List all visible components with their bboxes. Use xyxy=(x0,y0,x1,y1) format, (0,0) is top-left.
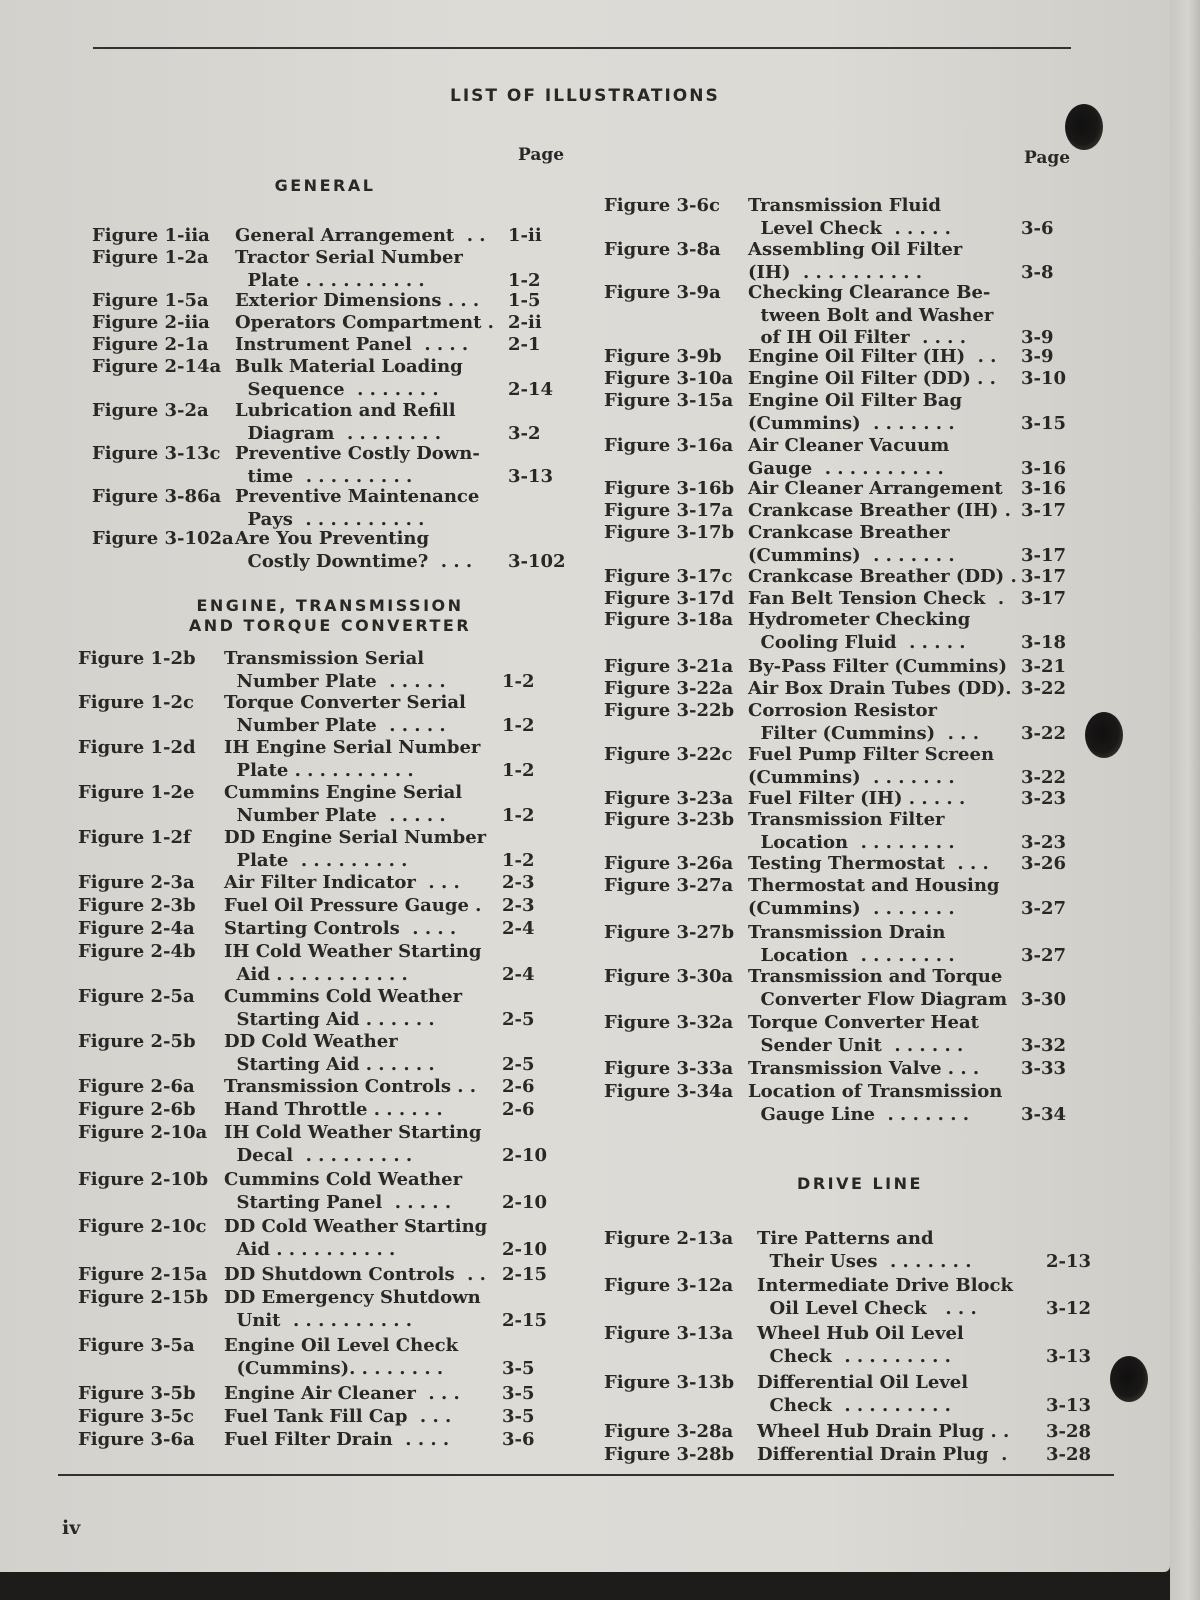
page-reference: 1-2 xyxy=(502,759,535,781)
page-reference: 3-15 xyxy=(1021,412,1067,434)
figure-number: Figure 3-34a xyxy=(604,1081,734,1102)
section-heading-engine-line1: ENGINE, TRANSMISSION xyxy=(196,596,464,615)
figure-title: Check . . . . . . . . . xyxy=(757,1394,951,1416)
punch-hole xyxy=(1110,1356,1148,1402)
figure-title: Starting Aid . . . . . . xyxy=(224,1053,435,1075)
figure-title: Transmission Filter xyxy=(748,809,945,830)
page-reference: 3-13 xyxy=(1046,1394,1092,1416)
page-reference: 2-3 xyxy=(502,872,535,893)
page-reference: 3-18 xyxy=(1021,631,1067,653)
page-reference: 3-16 xyxy=(1021,457,1067,479)
page-title: LIST OF ILLUSTRATIONS xyxy=(450,86,720,106)
punch-hole xyxy=(1085,712,1123,758)
figure-title: tween Bolt and Washer xyxy=(748,304,994,326)
page-reference: 3-5 xyxy=(502,1406,535,1427)
figure-title: IH Cold Weather Starting xyxy=(224,941,482,962)
figure-title: Engine Oil Level Check xyxy=(224,1335,459,1356)
figure-title: Costly Downtime? . . . xyxy=(235,550,473,572)
figure-title: (Cummins) . . . . . . . xyxy=(748,412,955,434)
figure-number: Figure 1-2a xyxy=(92,247,209,268)
figure-number: Figure 3-30a xyxy=(604,966,734,987)
figure-title: Checking Clearance Be- xyxy=(748,282,991,303)
figure-number: Figure 3-6c xyxy=(604,195,720,216)
page-reference: 3-17 xyxy=(1021,588,1067,609)
page-reference: 3-32 xyxy=(1021,1034,1067,1056)
figure-number: Figure 3-5b xyxy=(78,1383,196,1404)
figure-title: Location of Transmission xyxy=(748,1081,1003,1102)
figure-title: (Cummins) . . . . . . . xyxy=(748,766,955,788)
figure-title: Instrument Panel . . . . xyxy=(235,334,469,355)
page-reference: 3-5 xyxy=(502,1357,535,1379)
figure-title: Bulk Material Loading xyxy=(235,356,463,377)
page-reference: 3-33 xyxy=(1021,1058,1067,1079)
figure-number: Figure 3-2a xyxy=(92,400,209,421)
page-reference: 3-2 xyxy=(508,422,541,444)
page-reference: 3-23 xyxy=(1021,788,1067,809)
figure-number: Figure 3-17d xyxy=(604,588,735,609)
page-reference: 3-17 xyxy=(1021,500,1067,521)
figure-title: Diagram . . . . . . . . xyxy=(235,422,441,444)
figure-title: Operators Compartment . xyxy=(235,312,494,333)
figure-number: Figure 3-27b xyxy=(604,922,735,943)
figure-title: Location . . . . . . . . xyxy=(748,944,955,966)
page-reference: 2-13 xyxy=(1046,1250,1092,1272)
page-reference: 3-10 xyxy=(1021,368,1067,389)
figure-title: Filter (Cummins) . . . xyxy=(748,722,979,744)
figure-title: DD Emergency Shutdown xyxy=(224,1287,481,1308)
figure-number: Figure 3-23a xyxy=(604,788,734,809)
figure-title: Sequence . . . . . . . xyxy=(235,378,439,400)
figure-title: IH Cold Weather Starting xyxy=(224,1122,482,1143)
figure-number: Figure 3-15a xyxy=(604,390,734,411)
figure-title: Wheel Hub Oil Level xyxy=(757,1323,964,1344)
page-reference: 2-4 xyxy=(502,918,535,939)
figure-title: Decal . . . . . . . . . xyxy=(224,1144,413,1166)
figure-title: Cummins Cold Weather xyxy=(224,986,463,1007)
page-reference: 3-17 xyxy=(1021,566,1067,587)
figure-number: Figure 2-1a xyxy=(92,334,209,355)
figure-title: Hand Throttle . . . . . . xyxy=(224,1099,443,1120)
figure-number: Figure 3-21a xyxy=(604,656,734,677)
figure-number: Figure 2-4b xyxy=(78,941,196,962)
figure-number: Figure 2-10b xyxy=(78,1169,209,1190)
figure-title: Tractor Serial Number xyxy=(235,247,463,268)
figure-title: (Cummins). . . . . . . . xyxy=(224,1357,444,1379)
figure-number: Figure 3-9a xyxy=(604,282,721,303)
figure-title: DD Shutdown Controls . . xyxy=(224,1264,486,1285)
figure-title: DD Cold Weather Starting xyxy=(224,1216,488,1237)
figure-title: Crankcase Breather (IH) . xyxy=(748,500,1011,521)
figure-number: Figure 3-16b xyxy=(604,478,735,499)
page-reference: 3-34 xyxy=(1021,1103,1067,1125)
figure-title: Fuel Oil Pressure Gauge . xyxy=(224,895,482,916)
figure-title: DD Cold Weather xyxy=(224,1031,398,1052)
figure-title: Fuel Tank Fill Cap . . . xyxy=(224,1406,452,1427)
page-reference: 3-13 xyxy=(1046,1345,1092,1367)
figure-title: Cummins Cold Weather xyxy=(224,1169,463,1190)
figure-title: DD Engine Serial Number xyxy=(224,827,487,848)
figure-title: Gauge . . . . . . . . . . xyxy=(748,457,944,479)
figure-title: Oil Level Check . . . xyxy=(757,1297,977,1319)
figure-title: Plate . . . . . . . . . . xyxy=(235,269,425,291)
figure-title: Fan Belt Tension Check . xyxy=(748,588,1005,609)
figure-title: Transmission Drain xyxy=(748,922,946,943)
page-reference: 2-6 xyxy=(502,1099,535,1120)
figure-title: Their Uses . . . . . . . xyxy=(757,1250,972,1272)
page-reference: 3-27 xyxy=(1021,897,1067,919)
figure-title: Air Filter Indicator . . . xyxy=(224,872,460,893)
figure-title: Air Cleaner Vacuum xyxy=(748,435,950,456)
figure-title: Torque Converter Heat xyxy=(748,1012,979,1033)
page-reference: 1-2 xyxy=(502,849,535,871)
figure-title: Level Check . . . . . xyxy=(748,217,951,239)
page-reference: 3-26 xyxy=(1021,853,1067,874)
figure-title: IH Engine Serial Number xyxy=(224,737,481,758)
page-reference: 2-3 xyxy=(502,895,535,916)
figure-number: Figure 3-33a xyxy=(604,1058,734,1079)
figure-number: Figure 3-5a xyxy=(78,1335,195,1356)
figure-number: Figure 3-17c xyxy=(604,566,733,587)
figure-title: General Arrangement . . xyxy=(235,225,486,246)
page-reference: 3-9 xyxy=(1021,346,1054,367)
figure-title: Crankcase Breather xyxy=(748,522,950,543)
page-reference: 3-28 xyxy=(1046,1421,1092,1442)
figure-number: Figure 2-6a xyxy=(78,1076,195,1097)
page-reference: 3-8 xyxy=(1021,261,1054,283)
figure-title: Engine Oil Filter (IH) . . xyxy=(748,346,997,367)
figure-title: Engine Oil Filter (DD) . . xyxy=(748,368,996,389)
figure-number: Figure 2-6b xyxy=(78,1099,196,1120)
page-reference: 2-10 xyxy=(502,1238,548,1260)
page-reference: 2-ii xyxy=(508,312,542,333)
figure-number: Figure 2-5b xyxy=(78,1031,196,1052)
section-heading-general: GENERAL xyxy=(274,176,376,195)
figure-title: Engine Air Cleaner . . . xyxy=(224,1383,460,1404)
figure-number: Figure 3-6a xyxy=(78,1429,195,1450)
figure-title: Number Plate . . . . . xyxy=(224,714,446,736)
page-reference: 2-14 xyxy=(508,378,554,400)
figure-number: Figure 2-15a xyxy=(78,1264,208,1285)
figure-number: Figure 3-22a xyxy=(604,678,734,699)
figure-number: Figure 1-2d xyxy=(78,737,196,758)
figure-title: Intermediate Drive Block xyxy=(757,1275,1013,1296)
figure-title: Fuel Filter Drain . . . . xyxy=(224,1429,450,1450)
figure-number: Figure 3-28b xyxy=(604,1444,735,1465)
figure-title: Starting Controls . . . . xyxy=(224,918,457,939)
figure-title: Crankcase Breather (DD) . xyxy=(748,566,1017,587)
page-reference: 3-12 xyxy=(1046,1297,1092,1319)
figure-title: Corrosion Resistor xyxy=(748,700,937,721)
page-reference: 2-10 xyxy=(502,1191,548,1213)
figure-number: Figure 3-86a xyxy=(92,486,222,507)
figure-number: Figure 3-27a xyxy=(604,875,734,896)
figure-number: Figure 2-4a xyxy=(78,918,195,939)
figure-title: Location . . . . . . . . xyxy=(748,831,955,853)
figure-title: Differential Oil Level xyxy=(757,1372,969,1393)
figure-title: Number Plate . . . . . xyxy=(224,804,446,826)
page-reference: 2-10 xyxy=(502,1144,548,1166)
figure-number: Figure 2-10a xyxy=(78,1122,208,1143)
figure-title: Engine Oil Filter Bag xyxy=(748,390,963,411)
figure-title: Cooling Fluid . . . . . xyxy=(748,631,966,653)
page-reference: 3-21 xyxy=(1021,656,1067,677)
figure-title: Gauge Line . . . . . . . xyxy=(748,1103,969,1125)
page-reference: 1-ii xyxy=(508,225,542,246)
figure-number: Figure 3-13b xyxy=(604,1372,735,1393)
figure-title: Fuel Filter (IH) . . . . . xyxy=(748,788,966,809)
page-reference: 1-2 xyxy=(502,714,535,736)
figure-number: Figure 2-14a xyxy=(92,356,222,377)
figure-number: Figure 3-16a xyxy=(604,435,734,456)
figure-title: (Cummins) . . . . . . . xyxy=(748,544,955,566)
page-reference: 3-102 xyxy=(508,550,566,572)
figure-title: Starting Aid . . . . . . xyxy=(224,1008,435,1030)
page-reference: 3-22 xyxy=(1021,766,1067,788)
page-reference: 3-16 xyxy=(1021,478,1067,499)
figure-title: Differential Drain Plug . xyxy=(757,1444,1008,1465)
figure-number: Figure 3-17a xyxy=(604,500,734,521)
figure-title: Preventive Maintenance xyxy=(235,486,480,507)
figure-number: Figure 3-32a xyxy=(604,1012,734,1033)
figure-title: Hydrometer Checking xyxy=(748,609,971,630)
figure-title: Sender Unit . . . . . . xyxy=(748,1034,964,1056)
section-heading-engine-line2: AND TORQUE CONVERTER xyxy=(188,616,472,635)
figure-number: Figure 2-3a xyxy=(78,872,195,893)
page-reference: 3-5 xyxy=(502,1383,535,1404)
page-reference: 3-9 xyxy=(1021,327,1054,348)
figure-title: Transmission and Torque xyxy=(748,966,1003,987)
figure-title: Are You Preventing xyxy=(235,528,430,549)
figure-title: Tire Patterns and xyxy=(757,1228,934,1249)
page-reference: 3-22 xyxy=(1021,722,1067,744)
figure-number: Figure 3-22c xyxy=(604,744,733,765)
page-reference: 1-2 xyxy=(502,670,535,692)
page-reference: 3-30 xyxy=(1021,988,1067,1010)
figure-number: Figure 3-28a xyxy=(604,1421,734,1442)
page-reference: 3-6 xyxy=(502,1429,535,1450)
figure-title: Thermostat and Housing xyxy=(748,875,1000,896)
figure-title: Pays . . . . . . . . . . xyxy=(235,508,425,530)
punch-hole xyxy=(1065,104,1103,150)
figure-number: Figure 3-5c xyxy=(78,1406,194,1427)
figure-number: Figure 3-23b xyxy=(604,809,735,830)
page-reference: 3-22 xyxy=(1021,678,1067,699)
figure-title: Aid . . . . . . . . . . xyxy=(224,1238,396,1260)
figure-title: Cummins Engine Serial xyxy=(224,782,463,803)
page-reference: 1-2 xyxy=(508,269,541,291)
page-number: iv xyxy=(62,1517,81,1539)
figure-title: time . . . . . . . . . xyxy=(235,465,413,487)
figure-title: Number Plate . . . . . xyxy=(224,670,446,692)
figure-title: Check . . . . . . . . . xyxy=(757,1345,951,1367)
figure-number: Figure 1-2b xyxy=(78,648,196,669)
top-rule xyxy=(93,47,1071,49)
page-reference: 3-17 xyxy=(1021,544,1067,566)
figure-title: Testing Thermostat . . . xyxy=(748,853,989,874)
page-column-header-left: Page xyxy=(518,145,565,165)
page-reference: 3-13 xyxy=(508,465,554,487)
figure-title: Air Box Drain Tubes (DD). xyxy=(748,678,1012,699)
figure-title: Transmission Valve . . . xyxy=(748,1058,980,1079)
figure-title: (Cummins) . . . . . . . xyxy=(748,897,955,919)
figure-number: Figure 2-10c xyxy=(78,1216,207,1237)
page-reference: 1-5 xyxy=(508,290,541,311)
figure-title: Plate . . . . . . . . . xyxy=(224,849,408,871)
figure-title: Starting Panel . . . . . xyxy=(224,1191,452,1213)
page-reference: 3-23 xyxy=(1021,831,1067,853)
figure-number: Figure 3-13a xyxy=(604,1323,734,1344)
figure-number: Figure 3-12a xyxy=(604,1275,734,1296)
figure-title: Transmission Serial xyxy=(224,648,425,669)
page-reference: 3-28 xyxy=(1046,1444,1092,1465)
figure-number: Figure 2-3b xyxy=(78,895,196,916)
figure-number: Figure 1-iia xyxy=(92,225,210,246)
figure-title: Plate . . . . . . . . . . xyxy=(224,759,414,781)
page-column-header-right: Page xyxy=(1024,148,1071,168)
binder-edge xyxy=(1170,0,1200,1600)
page-reference: 3-27 xyxy=(1021,944,1067,966)
page-reference: 2-6 xyxy=(502,1076,535,1097)
page-reference: 3-6 xyxy=(1021,217,1054,239)
figure-title: Aid . . . . . . . . . . . xyxy=(224,963,408,985)
figure-number: Figure 3-8a xyxy=(604,239,721,260)
figure-number: Figure 1-5a xyxy=(92,290,209,311)
figure-number: Figure 1-2e xyxy=(78,782,195,803)
figure-title: Transmission Controls . . xyxy=(224,1076,477,1097)
figure-number: Figure 2-iia xyxy=(92,312,210,333)
figure-title: Converter Flow Diagram xyxy=(748,988,1008,1010)
figure-title: (IH) . . . . . . . . . . xyxy=(748,261,923,283)
figure-title: By-Pass Filter (Cummins) xyxy=(748,656,1007,677)
figure-number: Figure 3-9b xyxy=(604,346,722,367)
figure-title: Transmission Fluid xyxy=(748,195,941,216)
page-reference: 2-15 xyxy=(502,1309,548,1331)
figure-title: Preventive Costly Down- xyxy=(235,443,480,464)
figure-title: Exterior Dimensions . . . xyxy=(235,290,480,311)
figure-number: Figure 3-17b xyxy=(604,522,735,543)
figure-number: Figure 2-5a xyxy=(78,986,195,1007)
figure-number: Figure 1-2c xyxy=(78,692,194,713)
page-reference: 2-5 xyxy=(502,1053,535,1075)
page-reference: 2-5 xyxy=(502,1008,535,1030)
figure-number: Figure 3-26a xyxy=(604,853,734,874)
page-reference: 1-2 xyxy=(502,804,535,826)
figure-title: Assembling Oil Filter xyxy=(748,239,963,260)
page-reference: 2-1 xyxy=(508,334,541,355)
figure-number: Figure 2-13a xyxy=(604,1228,734,1249)
figure-number: Figure 1-2f xyxy=(78,827,191,848)
figure-number: Figure 3-10a xyxy=(604,368,734,389)
figure-title: of IH Oil Filter . . . . xyxy=(748,327,966,348)
figure-number: Figure 3-22b xyxy=(604,700,735,721)
page-reference: 2-4 xyxy=(502,963,535,985)
figure-number: Figure 3-13c xyxy=(92,443,221,464)
page-reference: 2-15 xyxy=(502,1264,548,1285)
section-heading-drive-line: DRIVE LINE xyxy=(797,1174,923,1193)
figure-title: Lubrication and Refill xyxy=(235,400,456,421)
figure-title: Wheel Hub Drain Plug . . xyxy=(757,1421,1010,1442)
figure-title: Air Cleaner Arrangement xyxy=(748,478,1003,499)
figure-title: Fuel Pump Filter Screen xyxy=(748,744,995,765)
figure-number: Figure 3-18a xyxy=(604,609,734,630)
figure-title: Unit . . . . . . . . . . xyxy=(224,1309,413,1331)
bottom-rule xyxy=(58,1474,1114,1476)
figure-number: Figure 3-102a xyxy=(92,528,234,549)
figure-number: Figure 2-15b xyxy=(78,1287,209,1308)
figure-title: Torque Converter Serial xyxy=(224,692,466,713)
